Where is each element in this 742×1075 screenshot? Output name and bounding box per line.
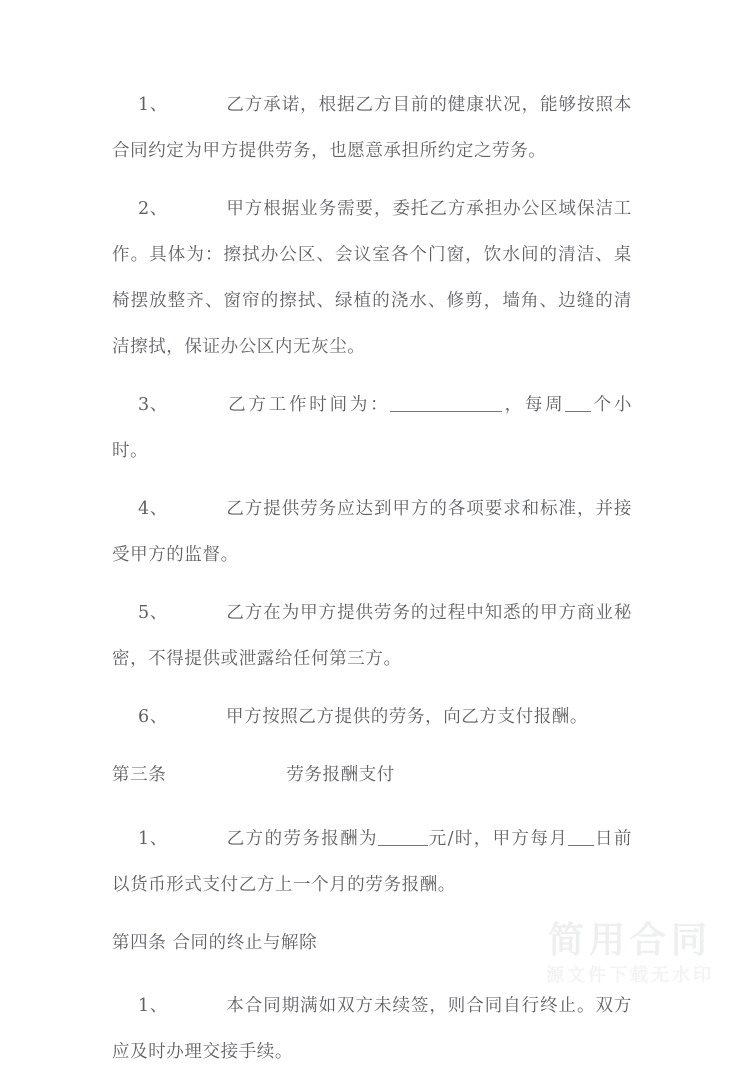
clause-three-title: 劳务报酬支付 [286, 765, 395, 785]
list-number: 4、 [138, 499, 168, 519]
list-number: 5、 [138, 603, 168, 623]
list-number: 2、 [138, 199, 168, 219]
paragraph-text-part-3: 日前以货币形式支付乙方上一个月的劳务报酬。 [112, 828, 632, 895]
document-body [112, 82, 632, 1075]
weekly-hours-blank[interactable] [565, 394, 591, 412]
clause-four-heading: 第四条 合同的终止与解除 [112, 932, 318, 953]
paragraph-sec2-item6 [112, 694, 632, 740]
paragraph-sec2-item2 [112, 186, 632, 370]
paragraph-sec3-item1 [112, 816, 632, 908]
paragraph-text-part-2: ，每周 [502, 395, 566, 415]
list-number: 1、 [138, 996, 168, 1016]
paragraph-text-part-1: 乙方的劳务报酬为 [226, 828, 378, 849]
list-number: 1、 [138, 95, 168, 115]
paragraph-text-part-1: 乙方工作时间为： [226, 395, 391, 415]
clause-three-heading [112, 752, 632, 798]
watermark-tagline: 源文件下载无水印 [546, 965, 714, 986]
paragraph-sec2-item5 [112, 590, 632, 682]
paragraph-sec2-item4 [112, 486, 632, 578]
paragraph-sec2-item1 [112, 82, 632, 174]
paragraph-sec2-item3 [112, 382, 632, 474]
watermark-brand: 简用合同 [547, 920, 712, 961]
paragraph-text: 甲方按照乙方提供的劳务，向乙方支付报酬。 [226, 707, 588, 727]
paragraph-text: 乙方承诺，根据乙方目前的健康状况，能够按照本合同约定为甲方提供劳务，也愿意承担所约定之劳务。 [112, 95, 632, 161]
list-number: 3、 [138, 395, 168, 415]
paragraph-text: 乙方在为甲方提供劳务的过程中知悉的甲方商业秘密，不得提供或泄露给任何第三方。 [112, 603, 632, 669]
paragraph-text: 本合同期满如双方未续签，则合同自行终止。双方应及时办理交接手续。 [112, 996, 632, 1062]
paragraph-sec4-item1 [112, 983, 632, 1075]
payment-day-blank[interactable] [568, 828, 594, 846]
paragraph-text-part-3: 个小时。 [112, 395, 632, 461]
paragraph-text: 乙方提供劳务应达到甲方的各项要求和标准，并接受甲方的监督。 [112, 499, 632, 565]
paragraph-text: 甲方根据业务需要，委托乙方承担办公区域保洁工作。具体为：擦拭办公区、会议室各个门窗，饮水间的清洁、桌椅摆放整齐、窗帘的擦拭、绿植的浇水、修剪，墙角、边缝的清洁擦拭，保证办公区内无灰尘。 [112, 199, 632, 357]
work-hours-blank[interactable] [390, 394, 502, 412]
paragraph-text-part-2: 元/时，甲方每月 [427, 828, 569, 849]
list-number: 6、 [138, 707, 168, 727]
list-number: 1、 [138, 828, 168, 849]
clause-three-label: 第三条 [112, 765, 167, 785]
hourly-rate-blank[interactable] [378, 828, 428, 846]
